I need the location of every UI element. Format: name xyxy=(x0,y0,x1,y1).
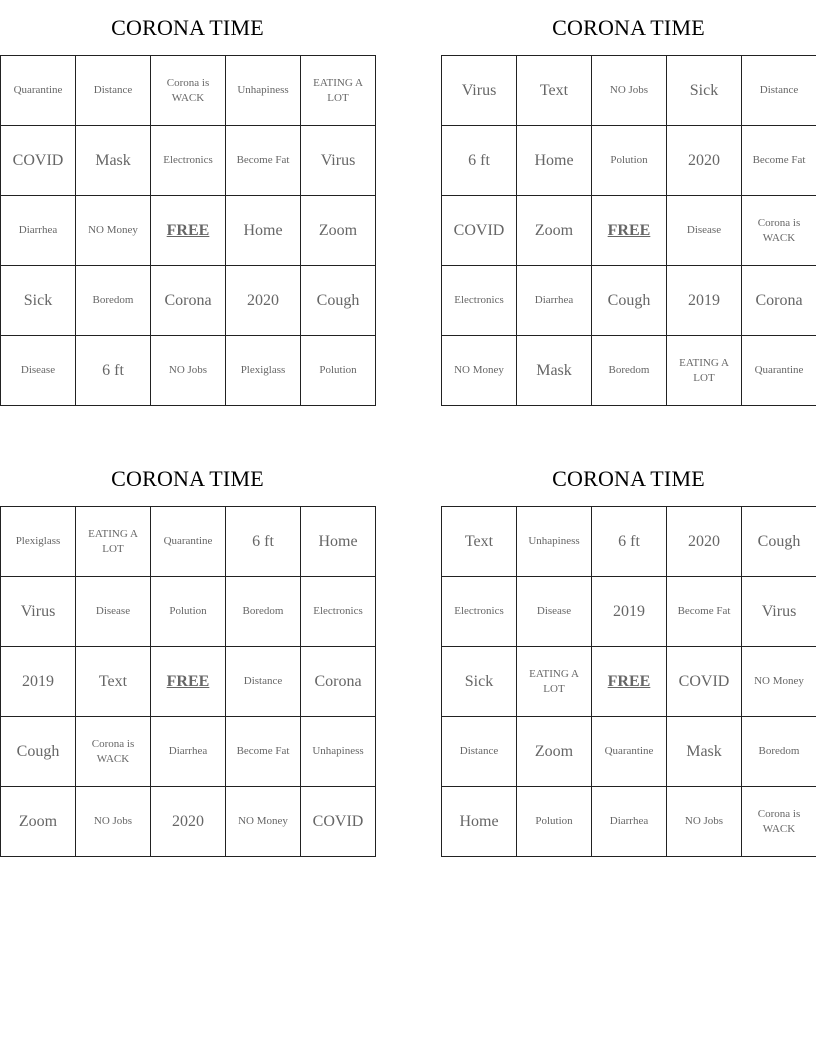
bingo-cell: Quarantine xyxy=(742,336,816,406)
bingo-cell: Quarantine xyxy=(1,56,76,126)
card-title: CORONA TIME xyxy=(552,14,705,40)
bingo-cell: Cough xyxy=(1,717,76,787)
bingo-cell: 2019 xyxy=(667,266,742,336)
bingo-cell: Corona is WACK xyxy=(742,787,816,857)
bingo-cell: 2020 xyxy=(226,266,301,336)
bingo-grid xyxy=(441,55,816,406)
bingo-cell: Corona xyxy=(301,647,376,717)
bingo-cell: Disease xyxy=(667,196,742,266)
bingo-cell: EATING A LOT xyxy=(667,336,742,406)
bingo-grid xyxy=(441,506,816,857)
bingo-cell: NO Jobs xyxy=(76,787,151,857)
bingo-cell: Polution xyxy=(151,577,226,647)
bingo-cell: Become Fat xyxy=(667,577,742,647)
bingo-cell: 2019 xyxy=(1,647,76,717)
bingo-cell: Boredom xyxy=(76,266,151,336)
bingo-cell: Become Fat xyxy=(226,126,301,196)
bingo-cell: Electronics xyxy=(151,126,226,196)
bingo-row xyxy=(1,336,376,406)
bingo-cell: Zoom xyxy=(517,717,592,787)
bingo-cell: Polution xyxy=(592,126,667,196)
bingo-cell: Diarrhea xyxy=(517,266,592,336)
bingo-cell: COVID xyxy=(301,787,376,857)
bingo-row xyxy=(442,336,816,406)
bingo-cell: Mask xyxy=(76,126,151,196)
bingo-row xyxy=(442,56,816,126)
free-space-cell: FREE xyxy=(592,647,667,717)
bingo-card xyxy=(441,0,816,406)
bingo-row xyxy=(442,507,816,577)
bingo-cell: Diarrhea xyxy=(151,717,226,787)
bingo-cell: COVID xyxy=(1,126,76,196)
bingo-row xyxy=(442,577,816,647)
bingo-cell: Mask xyxy=(517,336,592,406)
bingo-row xyxy=(1,647,376,717)
bingo-cell: Unhapiness xyxy=(226,56,301,126)
bingo-row xyxy=(442,126,816,196)
bingo-cell: Disease xyxy=(1,336,76,406)
bingo-cell: Plexiglass xyxy=(1,507,76,577)
bingo-cell: Virus xyxy=(442,56,517,126)
bingo-cell: Electronics xyxy=(301,577,376,647)
bingo-row xyxy=(442,196,816,266)
bingo-cell: COVID xyxy=(442,196,517,266)
bingo-cell: Boredom xyxy=(742,717,816,787)
bingo-cell: Mask xyxy=(667,717,742,787)
bingo-cell: Quarantine xyxy=(592,717,667,787)
bingo-cell: Virus xyxy=(742,577,816,647)
bingo-cell: Cough xyxy=(742,507,816,577)
card-title: CORONA TIME xyxy=(552,465,705,491)
bingo-cell: NO Jobs xyxy=(592,56,667,126)
bingo-cell: Cough xyxy=(592,266,667,336)
bingo-row xyxy=(442,717,816,787)
bingo-row xyxy=(1,56,376,126)
bingo-cell: Diarrhea xyxy=(1,196,76,266)
bingo-cell: 6 ft xyxy=(592,507,667,577)
bingo-cell: Plexiglass xyxy=(226,336,301,406)
bingo-cell: Disease xyxy=(517,577,592,647)
bingo-cell: Corona is WACK xyxy=(742,196,816,266)
bingo-row xyxy=(1,717,376,787)
bingo-card xyxy=(0,451,375,857)
bingo-cell: EATING A LOT xyxy=(301,56,376,126)
bingo-cell: Polution xyxy=(301,336,376,406)
bingo-cell: Text xyxy=(517,56,592,126)
bingo-cell: Sick xyxy=(667,56,742,126)
bingo-cell: Diarrhea xyxy=(592,787,667,857)
bingo-cell: Polution xyxy=(517,787,592,857)
bingo-cell: Disease xyxy=(76,577,151,647)
bingo-cell: Become Fat xyxy=(226,717,301,787)
bingo-cell: Zoom xyxy=(517,196,592,266)
bingo-cell: Text xyxy=(76,647,151,717)
bingo-cell: Home xyxy=(226,196,301,266)
bingo-row xyxy=(1,507,376,577)
bingo-card xyxy=(441,451,816,857)
bingo-cell: Distance xyxy=(76,56,151,126)
bingo-cell: Home xyxy=(442,787,517,857)
bingo-cell: 2019 xyxy=(592,577,667,647)
bingo-row xyxy=(1,196,376,266)
bingo-cell: Virus xyxy=(1,577,76,647)
bingo-grid xyxy=(0,55,376,406)
bingo-cell: NO Jobs xyxy=(151,336,226,406)
bingo-row xyxy=(1,577,376,647)
bingo-cell: 2020 xyxy=(667,126,742,196)
bingo-row xyxy=(1,787,376,857)
bingo-cell: NO Jobs xyxy=(667,787,742,857)
bingo-cell: Boredom xyxy=(592,336,667,406)
bingo-cell: Home xyxy=(301,507,376,577)
bingo-cell: Sick xyxy=(1,266,76,336)
bingo-cell: Home xyxy=(517,126,592,196)
bingo-cell: Distance xyxy=(742,56,816,126)
bingo-cell: 2020 xyxy=(667,507,742,577)
bingo-cell: Corona xyxy=(742,266,816,336)
bingo-cell: Distance xyxy=(442,717,517,787)
bingo-cell: Text xyxy=(442,507,517,577)
bingo-grid xyxy=(0,506,376,857)
bingo-cell: Distance xyxy=(226,647,301,717)
bingo-cell: EATING A LOT xyxy=(517,647,592,717)
bingo-cell: Electronics xyxy=(442,577,517,647)
bingo-row xyxy=(442,647,816,717)
free-space-cell: FREE xyxy=(151,196,226,266)
bingo-cell: Zoom xyxy=(1,787,76,857)
bingo-cell: NO Money xyxy=(226,787,301,857)
bingo-cell: NO Money xyxy=(442,336,517,406)
bingo-cell: EATING A LOT xyxy=(76,507,151,577)
bingo-cell: 6 ft xyxy=(76,336,151,406)
bingo-cell: COVID xyxy=(667,647,742,717)
card-title: CORONA TIME xyxy=(111,14,264,40)
bingo-cell: NO Money xyxy=(742,647,816,717)
bingo-cell: 2020 xyxy=(151,787,226,857)
bingo-cell: Sick xyxy=(442,647,517,717)
bingo-cell: Become Fat xyxy=(742,126,816,196)
bingo-cell: Corona xyxy=(151,266,226,336)
bingo-cell: Corona is WACK xyxy=(76,717,151,787)
bingo-cell: 6 ft xyxy=(442,126,517,196)
bingo-row xyxy=(442,266,816,336)
free-space-cell: FREE xyxy=(151,647,226,717)
card-title: CORONA TIME xyxy=(111,465,264,491)
bingo-cell: Corona is WACK xyxy=(151,56,226,126)
bingo-row xyxy=(1,266,376,336)
bingo-cell: Zoom xyxy=(301,196,376,266)
bingo-cell: Virus xyxy=(301,126,376,196)
bingo-cell: Unhapiness xyxy=(301,717,376,787)
bingo-cell: Cough xyxy=(301,266,376,336)
free-space-cell: FREE xyxy=(592,196,667,266)
bingo-cell: Unhapiness xyxy=(517,507,592,577)
bingo-cell: Boredom xyxy=(226,577,301,647)
bingo-card xyxy=(0,0,375,406)
bingo-cell: Quarantine xyxy=(151,507,226,577)
bingo-cell: NO Money xyxy=(76,196,151,266)
bingo-row xyxy=(442,787,816,857)
bingo-cell: 6 ft xyxy=(226,507,301,577)
bingo-cell: Electronics xyxy=(442,266,517,336)
bingo-row xyxy=(1,126,376,196)
